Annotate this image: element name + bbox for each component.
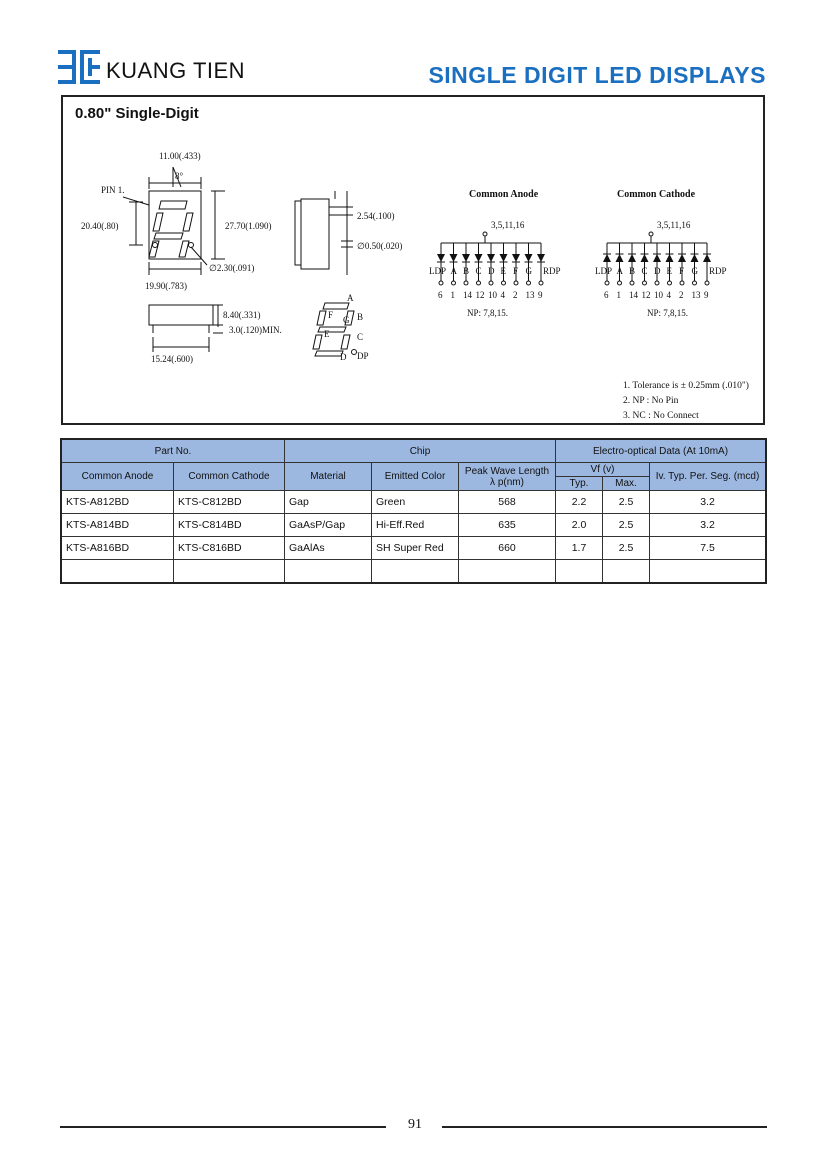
circuit-segment-label: F bbox=[513, 266, 519, 276]
table-cell: 7.5 bbox=[650, 537, 767, 560]
table-cell bbox=[285, 560, 372, 584]
table-cell: GaAsP/Gap bbox=[285, 514, 372, 537]
table-cell: Green bbox=[372, 491, 459, 514]
seg-label-b: B bbox=[357, 312, 364, 322]
dimension-drawing bbox=[63, 97, 763, 423]
cathode-circuit bbox=[595, 232, 727, 300]
circuit-pin-number: 6 bbox=[438, 290, 443, 300]
table-cell: SH Super Red bbox=[372, 537, 459, 560]
table-cell: Gap bbox=[285, 491, 372, 514]
seg-label-a: A bbox=[347, 293, 354, 303]
circuit-pin-number: 13 bbox=[525, 290, 535, 300]
circuit-segment-label: C bbox=[475, 266, 482, 276]
circuit-pin-number: 1 bbox=[450, 290, 455, 300]
notes bbox=[623, 379, 749, 424]
col-material: Material bbox=[285, 463, 372, 491]
table-cell bbox=[603, 560, 650, 584]
circuit-segment-label: D bbox=[654, 266, 661, 276]
footer-rule-right bbox=[442, 1126, 767, 1128]
dim-width-bottom: 19.90(.783) bbox=[145, 281, 187, 291]
circuit-pin-number: 9 bbox=[538, 290, 543, 300]
side-view-outline bbox=[301, 199, 329, 269]
circuit-pin-number: 4 bbox=[500, 290, 505, 300]
diode-symbol bbox=[603, 254, 611, 262]
col-vf: Vf (v) bbox=[556, 463, 650, 477]
col-peak-wave-line1: Peak Wave Length bbox=[464, 465, 550, 477]
circuit-pin-number: 2 bbox=[679, 290, 684, 300]
note-2: 2. NP : No Pin bbox=[623, 396, 679, 406]
diode-symbol bbox=[512, 254, 520, 262]
circuit-segment-label: E bbox=[500, 266, 506, 276]
circuit-pin-number: 6 bbox=[604, 290, 609, 300]
dim-height-right: 27.70(1.090) bbox=[225, 221, 272, 231]
diode-symbol bbox=[450, 254, 458, 262]
anode-title: Common Anode bbox=[469, 189, 539, 200]
dim-depth: 8.40(.331) bbox=[223, 310, 261, 320]
diode-symbol bbox=[678, 254, 686, 262]
table-cell bbox=[650, 560, 767, 584]
circuit-segment-label: F bbox=[679, 266, 685, 276]
spec-table bbox=[60, 438, 767, 584]
dim-width-top: 11.00(.433) bbox=[159, 151, 201, 161]
page-title: SINGLE DIGIT LED DISPLAYS bbox=[428, 62, 766, 88]
circuit-segment-label: RDP bbox=[709, 266, 727, 276]
drawing-panel bbox=[61, 95, 765, 425]
pin1-label: PIN 1. bbox=[101, 185, 125, 195]
circuit-segment-label: C bbox=[641, 266, 648, 276]
diode-symbol bbox=[616, 254, 624, 262]
diode-symbol bbox=[487, 254, 495, 262]
seg-b-outline bbox=[183, 213, 193, 231]
table-row bbox=[61, 491, 766, 514]
table-cell bbox=[459, 560, 556, 584]
table-cell: 3.2 bbox=[650, 491, 767, 514]
diode-symbol bbox=[691, 254, 699, 262]
diode-symbol bbox=[437, 254, 445, 262]
seg-f-outline bbox=[153, 213, 163, 231]
cathode-title: Common Cathode bbox=[617, 189, 696, 200]
col-peak-wave bbox=[459, 463, 556, 491]
group-part-no: Part No. bbox=[61, 439, 285, 463]
note-1: 1. Tolerance is ± 0.25mm (.010") bbox=[623, 381, 749, 391]
table-cell: 2.0 bbox=[556, 514, 603, 537]
table-row bbox=[61, 560, 766, 584]
dim-pin-dia: ∅0.50(.020) bbox=[357, 241, 403, 251]
dim-height-left: 20.40(.80) bbox=[81, 221, 119, 231]
footer-rule-left bbox=[60, 1126, 386, 1128]
table-cell bbox=[372, 560, 459, 584]
circuit-segment-label: A bbox=[616, 266, 623, 276]
table-row bbox=[61, 537, 766, 560]
cathode-common-pins: 3,5,11,16 bbox=[657, 220, 691, 230]
circuit-segment-label: B bbox=[463, 266, 470, 276]
circuit-segment-label: D bbox=[488, 266, 495, 276]
circuit-pin-number: 4 bbox=[666, 290, 671, 300]
circuit-pin-number: 9 bbox=[704, 290, 709, 300]
circuit-segment-label: A bbox=[450, 266, 457, 276]
circuit-segment-label: E bbox=[666, 266, 672, 276]
circuit-pin-number: 12 bbox=[475, 290, 485, 300]
table-row bbox=[61, 514, 766, 537]
seg-label-dp: DP bbox=[357, 351, 369, 361]
table-cell: 2.5 bbox=[603, 537, 650, 560]
dim-pitch: 2.54(.100) bbox=[357, 211, 395, 221]
table-body bbox=[61, 491, 766, 584]
diode-symbol bbox=[500, 254, 508, 262]
table-cell: KTS-C812BD bbox=[174, 491, 285, 514]
table-cell: KTS-C814BD bbox=[174, 514, 285, 537]
table-cell: 2.5 bbox=[603, 491, 650, 514]
dim-angle: 8° bbox=[175, 171, 184, 181]
top-view-outline bbox=[149, 305, 213, 325]
circuit-pin-number: 13 bbox=[691, 290, 701, 300]
table-cell: 660 bbox=[459, 537, 556, 560]
diode-symbol bbox=[475, 254, 483, 262]
kuang-tien-logo bbox=[58, 50, 102, 84]
circuit-pin-number: 10 bbox=[488, 290, 497, 300]
col-common-cathode: Common Cathode bbox=[174, 463, 285, 491]
dim-pin-len: 3.0(.120)MIN. bbox=[229, 325, 282, 335]
col-emitted-color: Emitted Color bbox=[372, 463, 459, 491]
table-cell bbox=[556, 560, 603, 584]
table-cell: 1.7 bbox=[556, 537, 603, 560]
seg-a-outline bbox=[159, 201, 187, 209]
group-chip: Chip bbox=[285, 439, 556, 463]
note-3: 3. NC : No Connect bbox=[623, 411, 699, 421]
diode-symbol bbox=[641, 254, 649, 262]
seg-label-c: C bbox=[357, 332, 364, 342]
diode-symbol bbox=[653, 254, 661, 262]
group-electro-optical: Electro-optical Data (At 10mA) bbox=[556, 439, 767, 463]
table-cell: 635 bbox=[459, 514, 556, 537]
circuit-segment-label: B bbox=[629, 266, 636, 276]
circuit-segment-label: LDP bbox=[595, 266, 613, 276]
circuit-pin-number: 10 bbox=[654, 290, 663, 300]
anode-common-pins: 3,5,11,16 bbox=[491, 220, 525, 230]
seg-c-outline bbox=[179, 241, 189, 257]
diode-symbol bbox=[537, 254, 545, 262]
seg-label-d: D bbox=[340, 352, 347, 362]
circuit-segment-label: G bbox=[525, 266, 532, 276]
col-common-anode: Common Anode bbox=[61, 463, 174, 491]
circuit-pin-number: 14 bbox=[463, 290, 472, 300]
table-cell: 2.2 bbox=[556, 491, 603, 514]
brand-name: KUANG TIEN bbox=[106, 58, 246, 83]
circuit-pin-number: 2 bbox=[513, 290, 518, 300]
col-peak-wave-line2: λ p(nm) bbox=[490, 476, 524, 488]
seg-g-outline bbox=[154, 233, 183, 239]
diode-symbol bbox=[703, 254, 711, 262]
anode-circuit bbox=[429, 232, 561, 300]
circuit-segment-label: RDP bbox=[543, 266, 561, 276]
cathode-np: NP: 7,8,15. bbox=[647, 308, 689, 318]
circuit-pin-number: 14 bbox=[629, 290, 638, 300]
table-cell: Hi-Eff.Red bbox=[372, 514, 459, 537]
table-cell bbox=[61, 560, 174, 584]
table-cell: 2.5 bbox=[603, 514, 650, 537]
diode-symbol bbox=[666, 254, 674, 262]
circuit-pin-number: 1 bbox=[616, 290, 621, 300]
anode-np: NP: 7,8,15. bbox=[467, 308, 509, 318]
seg-label-f: F bbox=[328, 310, 334, 320]
page-number: 91 bbox=[408, 1117, 422, 1132]
diode-symbol bbox=[462, 254, 470, 262]
table-cell: GaAlAs bbox=[285, 537, 372, 560]
dim-row-spacing: 15.24(.600) bbox=[151, 354, 193, 364]
table-cell bbox=[174, 560, 285, 584]
col-vf-typ: Typ. bbox=[556, 477, 603, 491]
table-cell: KTS-A814BD bbox=[61, 514, 174, 537]
dim-dot: ∅2.30(.091) bbox=[209, 263, 255, 273]
circuit-segment-label: G bbox=[691, 266, 698, 276]
seg-label-g: G bbox=[343, 315, 350, 325]
col-vf-max: Max. bbox=[603, 477, 650, 491]
table-cell: KTS-C816BD bbox=[174, 537, 285, 560]
col-iv: Iv. Typ. Per. Seg. (mcd) bbox=[650, 463, 767, 491]
circuit-segment-label: LDP bbox=[429, 266, 447, 276]
diode-symbol bbox=[628, 254, 636, 262]
table-cell: KTS-A812BD bbox=[61, 491, 174, 514]
circuit-pin-number: 12 bbox=[641, 290, 651, 300]
table-cell: 3.2 bbox=[650, 514, 767, 537]
diode-symbol bbox=[525, 254, 533, 262]
panel-title: 0.80" Single-Digit bbox=[75, 105, 199, 122]
table-cell: 568 bbox=[459, 491, 556, 514]
seg-label-e: E bbox=[324, 329, 330, 339]
table-cell: KTS-A816BD bbox=[61, 537, 174, 560]
